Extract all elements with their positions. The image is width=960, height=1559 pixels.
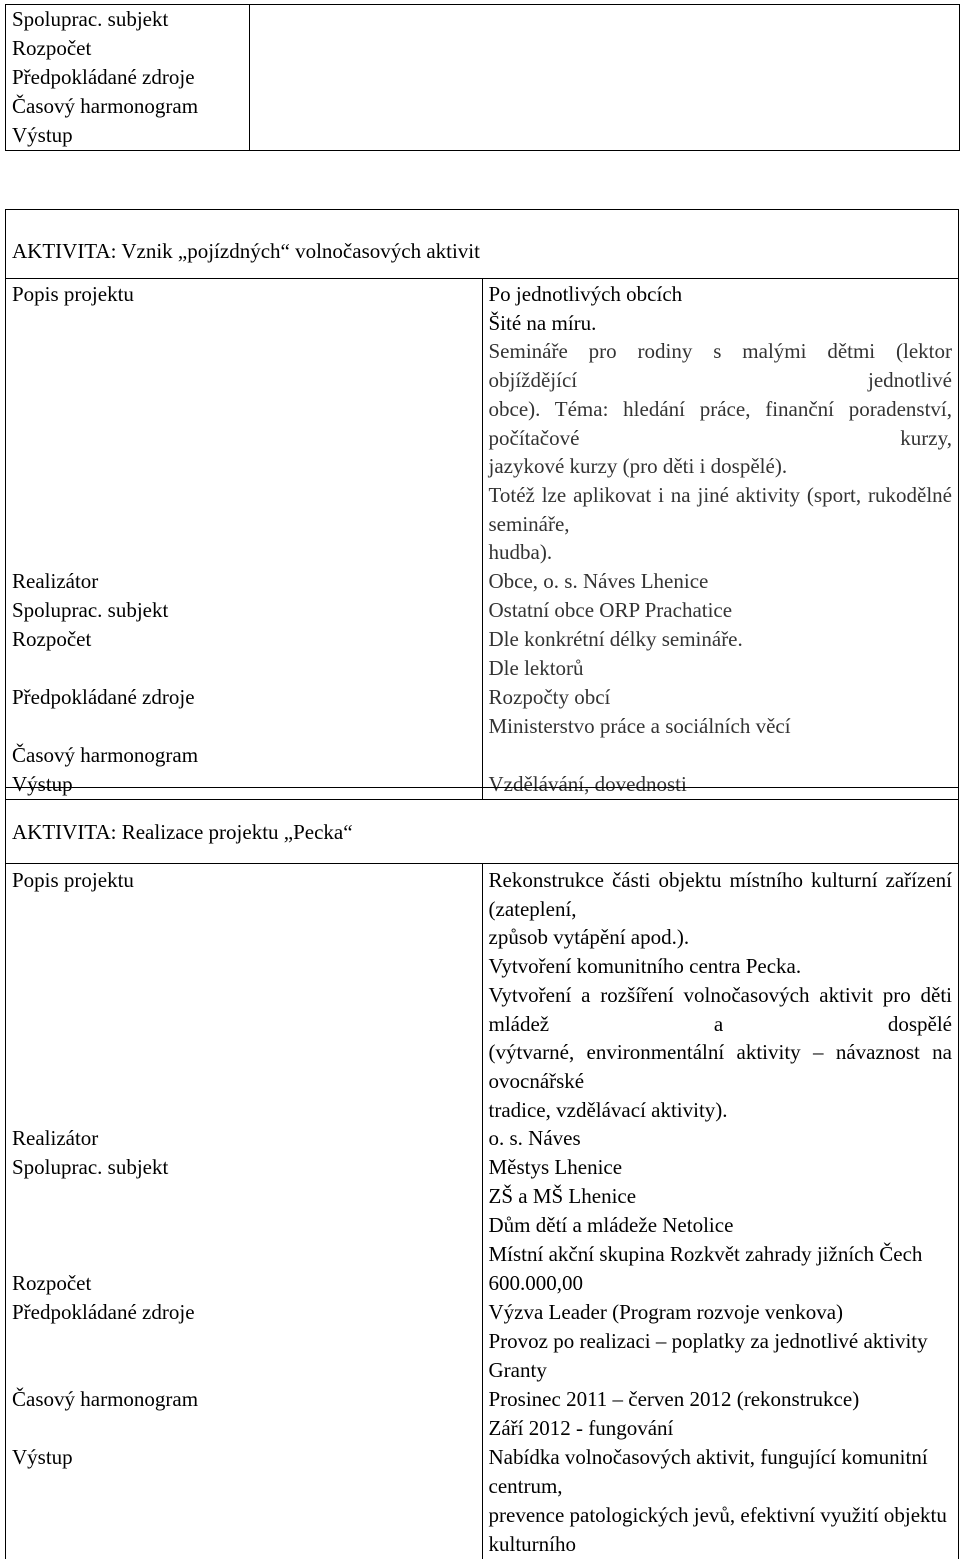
top-table-values bbox=[250, 5, 960, 151]
activity2-table bbox=[5, 787, 959, 1559]
popis-line: obce). Téma: hledání práce, finanční poradenství, počítačové kurzy, bbox=[488, 396, 952, 450]
activity2-rozpocet: 600.000,00 bbox=[482, 1269, 959, 1298]
popis-line: Po jednotlivých obcích bbox=[488, 282, 683, 306]
activity2-popis bbox=[482, 864, 959, 1125]
popis-line: hudba). bbox=[488, 540, 553, 565]
activity2-harmonogram bbox=[482, 1385, 959, 1443]
activity1-realizator: Obce, o. s. Náves Lhenice bbox=[482, 567, 959, 596]
label-zdroje: Předpokládané zdroje bbox=[12, 65, 195, 89]
activity1-rozpocet bbox=[482, 625, 959, 683]
zdroje-line: Granty bbox=[488, 1358, 547, 1383]
zdroje-line: Provoz po realizaci – poplatky za jednotlivé aktivity bbox=[488, 1329, 928, 1354]
popis-line: jazykové kurzy (pro děti i dospělé). bbox=[488, 454, 788, 479]
activity2-realizator-label: Realizátor bbox=[6, 1124, 483, 1153]
activity2-zdroje bbox=[482, 1298, 959, 1385]
vystup-line: prevence patologických jevů, efektivní využití objektu kulturního bbox=[488, 1503, 947, 1557]
activity1-harmonogram-label: Časový harmonogram bbox=[6, 741, 483, 770]
activity1-vystup-label: Výstup bbox=[6, 770, 483, 800]
activity2-title: AKTIVITA: Realizace projektu „Pecka“ bbox=[6, 788, 959, 864]
spoluprac-line: Místní akční skupina Rozkvět zahrady jižních Čech bbox=[488, 1242, 923, 1267]
harmonogram-line: Září 2012 - fungování bbox=[488, 1416, 674, 1441]
activity2-rozpocet-label: Rozpočet bbox=[6, 1269, 483, 1298]
activity1-zdroje-label: Předpokládané zdroje bbox=[6, 683, 483, 741]
zdroje-line: Ministerstvo práce a sociálních věcí bbox=[488, 714, 791, 739]
zdroje-line: Rozpočty obcí bbox=[488, 685, 611, 710]
activity1-zdroje bbox=[482, 683, 959, 741]
popis-line: (výtvarné, environmentální aktivity – návaznost na ovocnářské bbox=[488, 1040, 952, 1093]
popis-line: Vytvoření a rozšíření volnočasových aktivit pro děti mládež a dospělé bbox=[488, 982, 952, 1036]
activity2-harmonogram-label: Časový harmonogram bbox=[6, 1385, 483, 1443]
popis-line: Rekonstrukce části objektu místního kulturní zařízení (zateplení, bbox=[488, 868, 952, 921]
activity1-realizator-label: Realizátor bbox=[6, 567, 483, 596]
label-vystup: Výstup bbox=[12, 123, 73, 147]
activity2-popis-label: Popis projektu bbox=[6, 864, 483, 1125]
vystup-line: Nabídka volnočasových aktivit, fungující komunitní centrum, bbox=[488, 1445, 928, 1499]
activity1-harmonogram bbox=[482, 741, 959, 770]
activity2-spoluprac-label: Spoluprac. subjekt bbox=[6, 1153, 483, 1269]
top-table bbox=[5, 4, 960, 151]
popis-line: Šité na míru. bbox=[488, 310, 597, 335]
popis-line: Vytvoření komunitního centra Pecka. bbox=[488, 954, 802, 979]
activity2-spoluprac bbox=[482, 1153, 959, 1269]
activity1-table bbox=[5, 209, 959, 800]
activity1-popis-label: Popis projektu bbox=[6, 279, 483, 568]
popis-line: způsob vytápění apod.). bbox=[488, 925, 690, 950]
rozpocet-line: Dle konkrétní délky semináře. bbox=[488, 627, 743, 652]
activity1-title: AKTIVITA: Vznik „pojízdných“ volnočasových aktivit bbox=[6, 210, 959, 279]
harmonogram-line: Prosinec 2011 – červen 2012 (rekonstrukce) bbox=[488, 1387, 860, 1412]
activity1-popis bbox=[482, 279, 959, 568]
activity2-realizator: o. s. Náves bbox=[482, 1124, 959, 1153]
activity2-vystup bbox=[482, 1443, 959, 1559]
spoluprac-line: ZŠ a MŠ Lhenice bbox=[488, 1184, 637, 1209]
activity1-rozpocet-label: Rozpočet bbox=[6, 625, 483, 683]
rozpocet-line: Dle lektorů bbox=[488, 656, 584, 681]
popis-line: tradice, vzdělávací aktivity). bbox=[488, 1097, 728, 1122]
spoluprac-line: Dům dětí a mládeže Netolice bbox=[488, 1213, 734, 1238]
label-spoluprac: Spoluprac. subjekt bbox=[12, 7, 169, 31]
activity1-spoluprac: Ostatní obce ORP Prachatice bbox=[482, 596, 959, 625]
activity1-vystup: Vzdělávání, dovednosti bbox=[482, 770, 959, 800]
spoluprac-line: Městys Lhenice bbox=[488, 1155, 623, 1180]
popis-line: Totéž lze aplikovat i na jiné aktivity (sport, rukodělné semináře, bbox=[488, 482, 952, 536]
label-harmonogram: Časový harmonogram bbox=[12, 94, 199, 118]
activity2-vystup-label: Výstup bbox=[6, 1443, 483, 1559]
zdroje-line: Výzva Leader (Program rozvoje venkova) bbox=[488, 1300, 844, 1325]
activity1-spoluprac-label: Spoluprac. subjekt bbox=[6, 596, 483, 625]
activity2-zdroje-label: Předpokládané zdroje bbox=[6, 1298, 483, 1385]
label-rozpocet: Rozpočet bbox=[12, 36, 92, 60]
popis-line: Semináře pro rodiny s malými dětmi (lektor objíždějící jednotlivé bbox=[488, 339, 952, 393]
